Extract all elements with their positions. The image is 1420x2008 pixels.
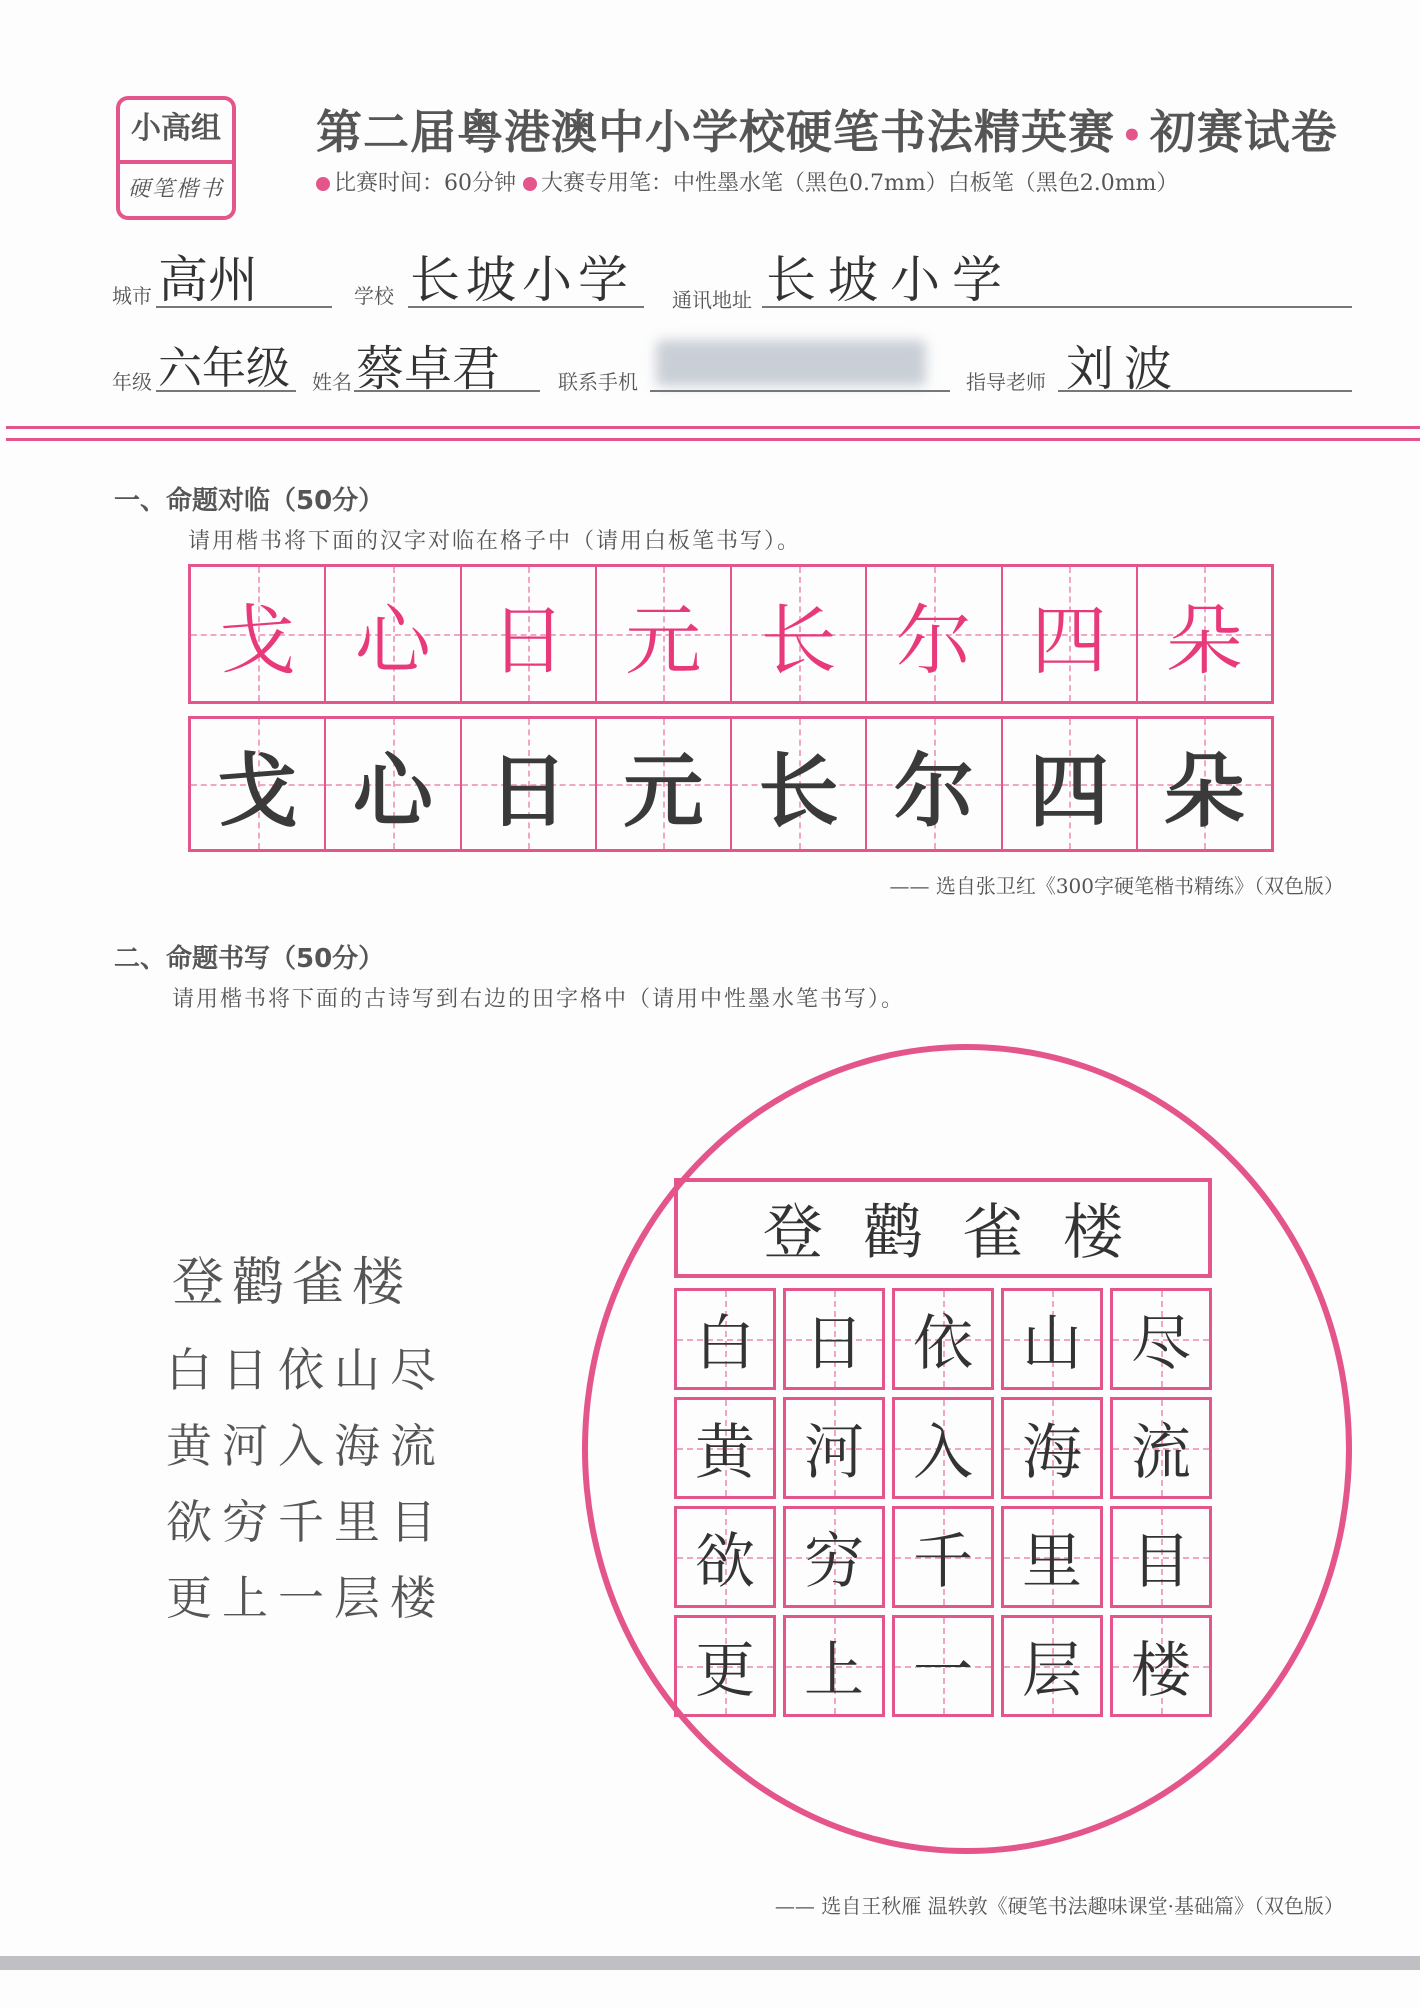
tian-cell[interactable] [1110, 1397, 1212, 1499]
section1-instruction: 请用楷书将下面的汉字对临在格子中（请用白板笔书写）。 [188, 529, 802, 554]
model-cell [597, 567, 732, 701]
phone-redacted [656, 340, 926, 386]
section2-instruction: 请用楷书将下面的古诗写到右边的田字格中（请用中性墨水笔书写）。 [172, 987, 906, 1012]
city-label: 城市 [112, 284, 152, 308]
grade-value[interactable]: 六年级 [158, 343, 290, 394]
model-char: 日 [490, 595, 567, 685]
tian-cell[interactable] [674, 1615, 776, 1717]
badge-style-label: 硬笔楷书 [127, 177, 224, 202]
written-grid-char: 楼 [1131, 1636, 1191, 1706]
written-grid-char: 流 [1131, 1418, 1191, 1488]
section1-heading: 一、命题对临（50分） [114, 486, 385, 516]
teacher-label: 指导老师 [966, 370, 1046, 394]
exam-pens: 大赛专用笔：中性墨水笔（黑色0.7mm）白板笔（黑色2.0mm） [541, 171, 1179, 196]
grade-underline [156, 390, 296, 392]
written-char: 长 [758, 743, 839, 838]
written-grid-char: 日 [804, 1309, 864, 1379]
poem-line: 白日依山尽 [166, 1343, 446, 1397]
tian-cell[interactable] [1110, 1506, 1212, 1608]
written-grid-char: 入 [913, 1418, 973, 1488]
teacher-underline [1058, 390, 1352, 392]
tian-cell[interactable] [783, 1615, 885, 1717]
tian-cell[interactable] [892, 1506, 994, 1608]
section1-credit: —— 选自张卫红《300字硬笔楷书精练》（双色版） [889, 874, 1344, 898]
written-title-box[interactable] [674, 1178, 1212, 1278]
practice-cell[interactable] [1003, 719, 1138, 849]
model-cell [732, 567, 867, 701]
tian-cell[interactable] [1110, 1615, 1212, 1717]
practice-character-grid [188, 716, 1274, 852]
written-grid-char: 海 [1022, 1418, 1082, 1488]
practice-cell[interactable] [191, 719, 326, 849]
exam-time: 比赛时间：60分钟 [334, 171, 516, 196]
header-divider [6, 426, 1420, 429]
practice-cell[interactable] [462, 719, 597, 849]
model-cell [1003, 567, 1138, 701]
practice-cell[interactable] [326, 719, 461, 849]
written-char: 日 [488, 743, 569, 838]
tian-cell[interactable] [1001, 1506, 1103, 1608]
teacher-value[interactable]: 刘波 [1066, 341, 1183, 397]
written-grid-char: 里 [1022, 1527, 1082, 1597]
written-grid-char: 黄 [695, 1418, 755, 1488]
poem-line: 更上一层楼 [166, 1571, 446, 1625]
model-char: 心 [354, 595, 431, 685]
written-grid-char: 层 [1022, 1636, 1082, 1706]
practice-cell[interactable] [597, 719, 732, 849]
tian-cell[interactable] [783, 1288, 885, 1390]
title-dot: • [1121, 115, 1144, 156]
model-char: 元 [625, 595, 702, 685]
written-grid-char: 山 [1022, 1309, 1082, 1379]
tian-cell[interactable] [892, 1397, 994, 1499]
tian-cell[interactable] [1001, 1397, 1103, 1499]
model-cell [867, 567, 1002, 701]
model-character-grid [188, 564, 1274, 704]
written-char: 四 [1029, 743, 1110, 838]
tian-cell[interactable] [674, 1288, 776, 1390]
bullet-dot-icon [316, 177, 330, 191]
address-label: 通讯地址 [672, 288, 752, 312]
model-cell [191, 567, 326, 701]
written-grid-char: 欲 [695, 1527, 755, 1597]
poem-line: 欲穷千里目 [166, 1495, 446, 1549]
practice-cell[interactable] [732, 719, 867, 849]
written-char: 戈 [217, 743, 298, 838]
written-grid-char: 白 [695, 1309, 755, 1379]
exam-subtitle [316, 166, 1178, 197]
tian-cell[interactable] [674, 1506, 776, 1608]
phone-label: 联系手机 [558, 370, 638, 394]
grade-label: 年级 [112, 370, 152, 394]
address-underline [762, 306, 1352, 308]
bullet-dot-icon [523, 177, 537, 191]
tian-cell[interactable] [783, 1397, 885, 1499]
written-grid-char: 一 [913, 1636, 973, 1706]
practice-cell[interactable] [1138, 719, 1271, 849]
group-badge [116, 96, 236, 220]
written-grid-char: 上 [804, 1636, 864, 1706]
section2-credit: —— 选自王秋雁 温轶敦《硬笔书法趣味课堂·基础篇》（双色版） [774, 1894, 1344, 1918]
written-grid-char: 更 [695, 1636, 755, 1706]
model-char: 戈 [219, 595, 296, 685]
school-label: 学校 [354, 284, 394, 308]
name-value[interactable]: 蔡卓君 [356, 341, 501, 397]
written-grid-char: 穷 [804, 1527, 864, 1597]
written-grid-char: 目 [1131, 1527, 1191, 1597]
badge-group-label: 小高组 [120, 100, 232, 164]
model-cell [1138, 567, 1271, 701]
city-underline [156, 306, 332, 308]
city-value[interactable]: 高州 [158, 251, 258, 309]
name-underline [354, 390, 540, 392]
model-char: 四 [1031, 595, 1108, 685]
tian-cell[interactable] [674, 1397, 776, 1499]
tian-cell[interactable] [1001, 1288, 1103, 1390]
header-divider-2 [6, 438, 1420, 441]
tian-cell[interactable] [1001, 1615, 1103, 1717]
tian-cell[interactable] [783, 1506, 885, 1608]
written-char: 心 [352, 743, 433, 838]
exam-title [316, 96, 1338, 162]
written-char: 朵 [1164, 743, 1245, 838]
model-cell [326, 567, 461, 701]
written-grid-char: 河 [804, 1418, 864, 1488]
written-title: 登鹳雀楼 [763, 1198, 1163, 1268]
written-grid-char: 依 [913, 1309, 973, 1379]
written-char: 尔 [893, 743, 974, 838]
phone-underline [650, 390, 950, 392]
school-value[interactable]: 长坡小学 [410, 251, 634, 309]
tian-cell[interactable] [1110, 1288, 1212, 1390]
tian-cell[interactable] [892, 1288, 994, 1390]
model-char: 尔 [895, 595, 972, 685]
address-value[interactable]: 长坡小学 [766, 251, 1014, 309]
school-underline [408, 306, 644, 308]
exam-title-main: 第二届粤港澳中小学校硬笔书法精英赛 [316, 105, 1115, 159]
written-grid-char: 尽 [1131, 1309, 1191, 1379]
model-char: 朵 [1166, 595, 1243, 685]
practice-cell[interactable] [867, 719, 1002, 849]
section2-heading: 二、命题书写（50分） [114, 944, 385, 974]
model-cell [462, 567, 597, 701]
bottom-edge-bar [0, 1956, 1420, 1970]
model-char: 长 [760, 595, 837, 685]
poem-line: 黄河入海流 [166, 1419, 446, 1473]
exam-title-suffix: 初赛试卷 [1149, 105, 1338, 159]
name-label: 姓名 [312, 370, 352, 394]
tian-cell[interactable] [892, 1615, 994, 1717]
poem-title: 登鹳雀楼 [172, 1253, 413, 1313]
written-char: 元 [623, 743, 704, 838]
written-grid-char: 千 [913, 1527, 973, 1597]
